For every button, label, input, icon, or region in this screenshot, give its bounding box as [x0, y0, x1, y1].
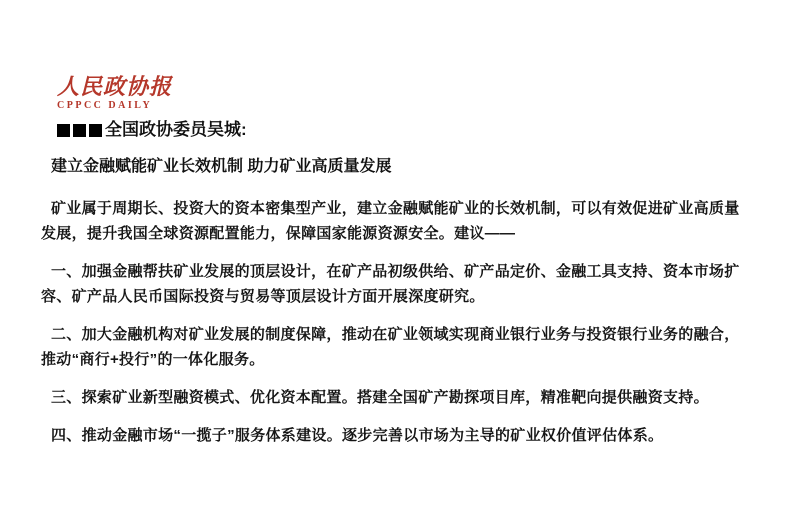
square-bullet-icon: [89, 124, 102, 137]
newspaper-masthead: [57, 75, 748, 112]
paragraph-point-2: 二、加大金融机构对矿业发展的制度保障，推动在矿业领域实现商业银行业务与投资银行业务的融合，推动“商行+投行”的一体化服务。: [41, 326, 740, 368]
square-bullet-icon: [73, 124, 86, 137]
byline: [57, 120, 748, 140]
paragraph-point-1: 一、加强金融帮扶矿业发展的顶层设计，在矿产品初级供给、矿产品定价、金融工具支持、资本市场扩容、矿产品人民币国际投资与贸易等顶层设计方面开展深度研究。: [41, 263, 740, 305]
newspaper-logo-subtitle: CPPCC DAILY: [57, 100, 153, 111]
paragraph-intro: 矿业属于周期长、投资大的资本密集型产业，建立金融赋能矿业的长效机制，可以有效促进矿业高质量发展，提升我国全球资源配置能力，保障国家能源资源安全。建议——: [41, 200, 740, 242]
paragraph-point-3: 三、探索矿业新型融资模式、优化资本配置。搭建全国矿产勘探项目库，精准靶向提供融资支持。: [51, 389, 709, 406]
newspaper-logo: 人民政协报: [57, 74, 173, 100]
square-bullet-icon: [57, 124, 70, 137]
byline-text: 全国政协委员吴城:: [105, 120, 247, 139]
article-headline: 建立金融赋能矿业长效机制 助力矿业高质量发展: [51, 158, 392, 175]
paragraph-point-4: 四、推动金融市场“一揽子”服务体系建设。逐步完善以市场为主导的矿业权价值评估体系。: [51, 427, 664, 444]
